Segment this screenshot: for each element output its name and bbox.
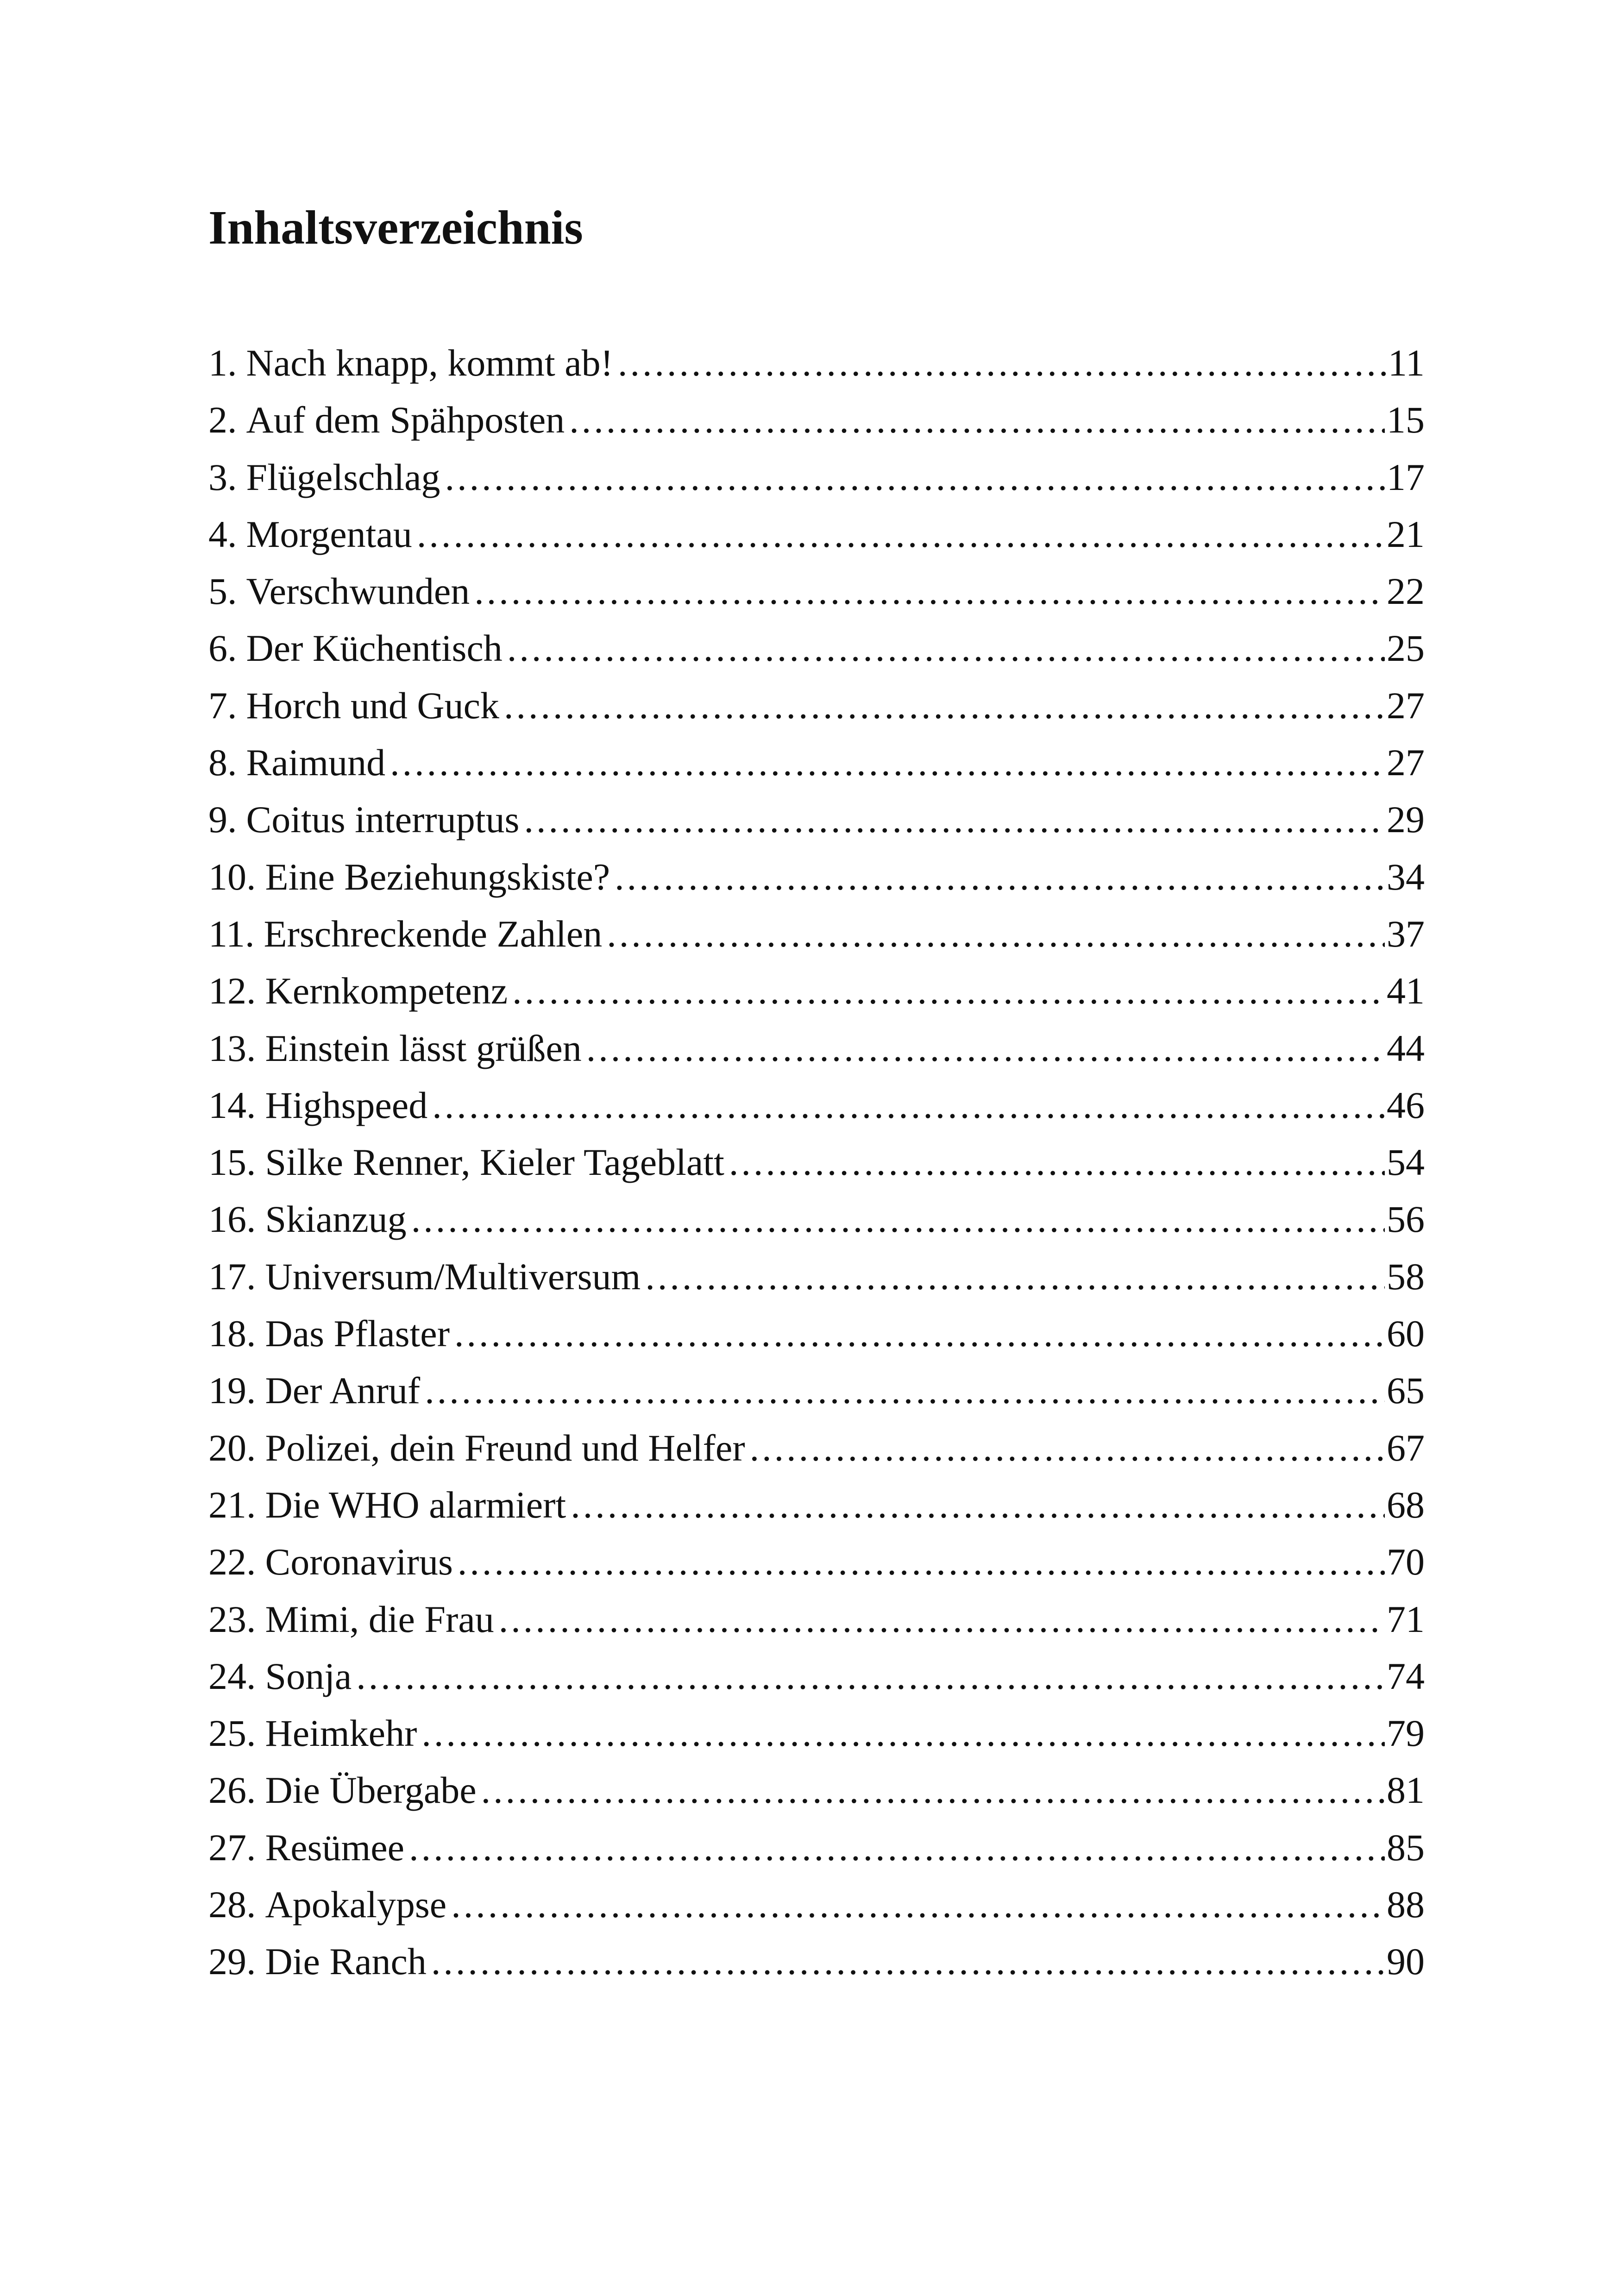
toc-entry-title: Raimund	[246, 741, 386, 784]
toc-entry-title: Die Übergabe	[265, 1769, 477, 1812]
toc-entry-page: 37	[1387, 912, 1425, 955]
toc-leader-dots	[445, 449, 1385, 506]
toc-entry-number: 11.	[208, 912, 255, 955]
toc-entry[interactable]	[208, 1134, 1425, 1191]
toc-entry-number: 18.	[208, 1312, 256, 1355]
toc-entry-label	[208, 1591, 494, 1648]
toc-leader-dots	[417, 506, 1385, 563]
toc-entry-number: 17.	[208, 1255, 256, 1298]
toc-entry[interactable]	[208, 1077, 1425, 1134]
toc-entry[interactable]	[208, 1533, 1425, 1590]
toc-entry-number: 5.	[208, 570, 237, 613]
toc-entry-label	[208, 1077, 427, 1134]
toc-entry[interactable]	[208, 677, 1425, 734]
toc-entry-title: Polizei, dein Freund und Helfer	[265, 1426, 745, 1469]
toc-entry-label	[208, 506, 412, 563]
toc-entry-page: 67	[1387, 1426, 1425, 1469]
toc-leader-dots	[390, 734, 1385, 791]
toc-entry-number: 15.	[208, 1141, 256, 1184]
toc-entry-title: Horch und Guck	[246, 684, 500, 727]
toc-entry-title: Sonja	[265, 1655, 352, 1697]
toc-entry[interactable]	[208, 1020, 1425, 1077]
toc-entry-label	[208, 1933, 427, 1990]
toc-entry-page: 15	[1387, 399, 1425, 441]
toc-entry-label	[208, 391, 565, 448]
toc-entry-number: 4.	[208, 513, 237, 555]
toc-entry-page: 68	[1387, 1483, 1425, 1526]
toc-leader-dots	[356, 1648, 1385, 1705]
toc-entry-number: 10.	[208, 855, 256, 898]
toc-entry-number: 19.	[208, 1369, 256, 1412]
toc-entry-number: 14.	[208, 1084, 256, 1126]
toc-entry-label	[208, 1876, 446, 1933]
toc-entry-label	[208, 620, 503, 677]
toc-leader-dots	[421, 1705, 1385, 1762]
toc-entry-page: 34	[1387, 855, 1425, 898]
toc-entry-title: Universum/Multiversum	[265, 1255, 641, 1298]
toc-entry-title: Apokalypse	[265, 1883, 447, 1926]
toc-entry-title: Die Ranch	[265, 1940, 427, 1983]
toc-entry-page: 90	[1387, 1940, 1425, 1983]
toc-entry-number: 8.	[208, 741, 237, 784]
toc-entry-page: 22	[1387, 570, 1425, 613]
toc-leader-dots	[431, 1933, 1385, 1990]
toc-entry-number: 28.	[208, 1883, 256, 1926]
toc-leader-dots	[451, 1876, 1385, 1933]
toc-entry[interactable]	[208, 1248, 1425, 1305]
toc-entry-page: 11	[1388, 342, 1425, 384]
toc-entry-title: Auf dem Spähposten	[246, 399, 565, 441]
toc-leader-dots	[607, 905, 1385, 962]
toc-entry-number: 29.	[208, 1940, 256, 1983]
toc-entry-title: Flügelschlag	[246, 456, 440, 498]
toc-entry-number: 13.	[208, 1027, 256, 1069]
toc-leader-dots	[454, 1305, 1385, 1362]
toc-entry-page: 70	[1387, 1541, 1425, 1583]
toc-entry[interactable]	[208, 1819, 1425, 1876]
toc-leader-dots	[512, 962, 1385, 1019]
toc-entry-title: Der Küchentisch	[246, 627, 503, 670]
toc-entry-title: Silke Renner, Kieler Tageblatt	[265, 1141, 724, 1184]
toc-entry-number: 25.	[208, 1712, 256, 1755]
toc-entry-page: 56	[1387, 1198, 1425, 1241]
toc-entry[interactable]	[208, 506, 1425, 563]
toc-entry-page: 65	[1387, 1369, 1425, 1412]
toc-list	[208, 334, 1425, 1990]
toc-leader-dots	[729, 1134, 1385, 1191]
toc-entry[interactable]	[208, 1419, 1425, 1476]
toc-entry-label	[208, 1762, 477, 1819]
toc-entry-title: Eine Beziehungskiste?	[265, 855, 610, 898]
toc-entry[interactable]	[208, 1191, 1425, 1248]
toc-entry-page: 71	[1387, 1598, 1425, 1640]
toc-entry-label	[208, 677, 499, 734]
toc-entry-number: 26.	[208, 1769, 256, 1812]
toc-entry-label	[208, 1476, 566, 1533]
toc-entry-page: 60	[1387, 1312, 1425, 1355]
toc-entry-title: Kernkompetenz	[265, 970, 508, 1012]
toc-entry[interactable]	[208, 563, 1425, 620]
toc-entry[interactable]	[208, 1362, 1425, 1419]
toc-entry-title: Erschreckende Zahlen	[264, 912, 603, 955]
toc-entry-page: 79	[1387, 1712, 1425, 1755]
toc-entry-page: 81	[1387, 1769, 1425, 1812]
toc-leader-dots	[507, 620, 1385, 677]
toc-entry-page: 29	[1387, 798, 1425, 841]
toc-entry-page: 58	[1387, 1255, 1425, 1298]
toc-entry[interactable]	[208, 391, 1425, 448]
toc-entry-page: 54	[1387, 1141, 1425, 1184]
toc-entry-title: Nach knapp, kommt ab!	[246, 342, 613, 384]
toc-entry-label	[208, 962, 508, 1019]
toc-entry-page: 74	[1387, 1655, 1425, 1697]
toc-entry-label	[208, 1248, 641, 1305]
toc-leader-dots	[499, 1591, 1385, 1648]
toc-entry-title: Mimi, die Frau	[265, 1598, 494, 1640]
toc-entry-title: Die WHO alarmiert	[265, 1483, 566, 1526]
toc-entry-label	[208, 791, 519, 848]
toc-entry-number: 16.	[208, 1198, 256, 1241]
toc-entry[interactable]	[208, 1648, 1425, 1705]
toc-entry-page: 85	[1387, 1826, 1425, 1869]
toc-entry[interactable]	[208, 1762, 1425, 1819]
toc-entry[interactable]	[208, 1933, 1425, 1990]
toc-entry-page: 46	[1387, 1084, 1425, 1126]
toc-entry-page: 17	[1387, 456, 1425, 498]
toc-leader-dots	[481, 1762, 1385, 1819]
toc-entry-title: Coitus interruptus	[246, 798, 520, 841]
toc-entry-title: Einstein lässt grüßen	[265, 1027, 582, 1069]
toc-entry-number: 24.	[208, 1655, 256, 1697]
toc-entry-label	[208, 1191, 407, 1248]
toc-entry-label	[208, 1819, 404, 1876]
toc-entry-title: Coronavirus	[265, 1541, 453, 1583]
toc-entry-page: 27	[1387, 741, 1425, 784]
toc-entry[interactable]	[208, 962, 1425, 1019]
toc-entry[interactable]	[208, 1591, 1425, 1648]
toc-entry-title: Das Pflaster	[265, 1312, 450, 1355]
toc-entry-title: Heimkehr	[265, 1712, 417, 1755]
toc-leader-dots	[474, 563, 1385, 620]
toc-entry-number: 1.	[208, 342, 237, 384]
toc-entry-label	[208, 1419, 745, 1476]
toc-entry-number: 6.	[208, 627, 237, 670]
toc-entry[interactable]	[208, 848, 1425, 905]
toc-entry-title: Der Anruf	[265, 1369, 421, 1412]
toc-leader-dots	[750, 1419, 1385, 1476]
toc-entry-number: 22.	[208, 1541, 256, 1583]
toc-leader-dots	[586, 1020, 1385, 1077]
toc-entry-label	[208, 563, 470, 620]
toc-entry-title: Morgentau	[246, 513, 412, 555]
toc-entry-title: Resümee	[265, 1826, 405, 1869]
toc-entry-title: Highspeed	[265, 1084, 428, 1126]
toc-leader-dots	[569, 391, 1385, 448]
toc-entry-number: 7.	[208, 684, 237, 727]
toc-entry[interactable]	[208, 620, 1425, 677]
toc-entry[interactable]	[208, 1476, 1425, 1533]
toc-entry[interactable]	[208, 334, 1425, 391]
toc-entry[interactable]	[208, 791, 1425, 848]
toc-entry-number: 27.	[208, 1826, 256, 1869]
toc-entry[interactable]	[208, 1705, 1425, 1762]
toc-entry-label	[208, 905, 602, 962]
toc-entry-number: 2.	[208, 399, 237, 441]
toc-entry-number: 23.	[208, 1598, 256, 1640]
toc-entry-label	[208, 1020, 582, 1077]
toc-entry-page: 27	[1387, 684, 1425, 727]
toc-entry-page: 21	[1387, 513, 1425, 555]
toc-entry-label	[208, 334, 613, 391]
toc-leader-dots	[618, 334, 1386, 391]
toc-heading: Inhaltsverzeichnis	[208, 201, 583, 254]
toc-entry[interactable]	[208, 734, 1425, 791]
toc-entry-page: 25	[1387, 627, 1425, 670]
toc-entry-label	[208, 449, 440, 506]
toc-entry-label	[208, 1648, 352, 1705]
toc-leader-dots	[645, 1248, 1385, 1305]
toc-entry-label	[208, 1705, 417, 1762]
toc-entry[interactable]	[208, 1876, 1425, 1933]
toc-entry-label	[208, 1533, 453, 1590]
toc-leader-dots	[425, 1362, 1385, 1419]
toc-leader-dots	[571, 1476, 1385, 1533]
toc-entry[interactable]	[208, 449, 1425, 506]
toc-entry-label	[208, 848, 610, 905]
toc-entry[interactable]	[208, 905, 1425, 962]
toc-entry-label	[208, 1362, 420, 1419]
toc-leader-dots	[432, 1077, 1385, 1134]
toc-leader-dots	[411, 1191, 1385, 1248]
toc-leader-dots	[524, 791, 1385, 848]
toc-entry-title: Skianzug	[265, 1198, 407, 1241]
toc-leader-dots	[504, 677, 1385, 734]
toc-entry-number: 9.	[208, 798, 237, 841]
toc-entry-page: 41	[1387, 970, 1425, 1012]
toc-leader-dots	[615, 848, 1385, 905]
toc-entry-number: 12.	[208, 970, 256, 1012]
toc-entry[interactable]	[208, 1305, 1425, 1362]
toc-entry-number: 20.	[208, 1426, 256, 1469]
toc-leader-dots	[458, 1533, 1385, 1590]
toc-entry-title: Verschwunden	[246, 570, 470, 613]
toc-entry-page: 88	[1387, 1883, 1425, 1926]
toc-entry-page: 44	[1387, 1027, 1425, 1069]
toc-entry-label	[208, 1305, 450, 1362]
toc-entry-label	[208, 734, 385, 791]
toc-entry-number: 3.	[208, 456, 237, 498]
toc-entry-label	[208, 1134, 724, 1191]
toc-leader-dots	[409, 1819, 1385, 1876]
toc-entry-number: 21.	[208, 1483, 256, 1526]
